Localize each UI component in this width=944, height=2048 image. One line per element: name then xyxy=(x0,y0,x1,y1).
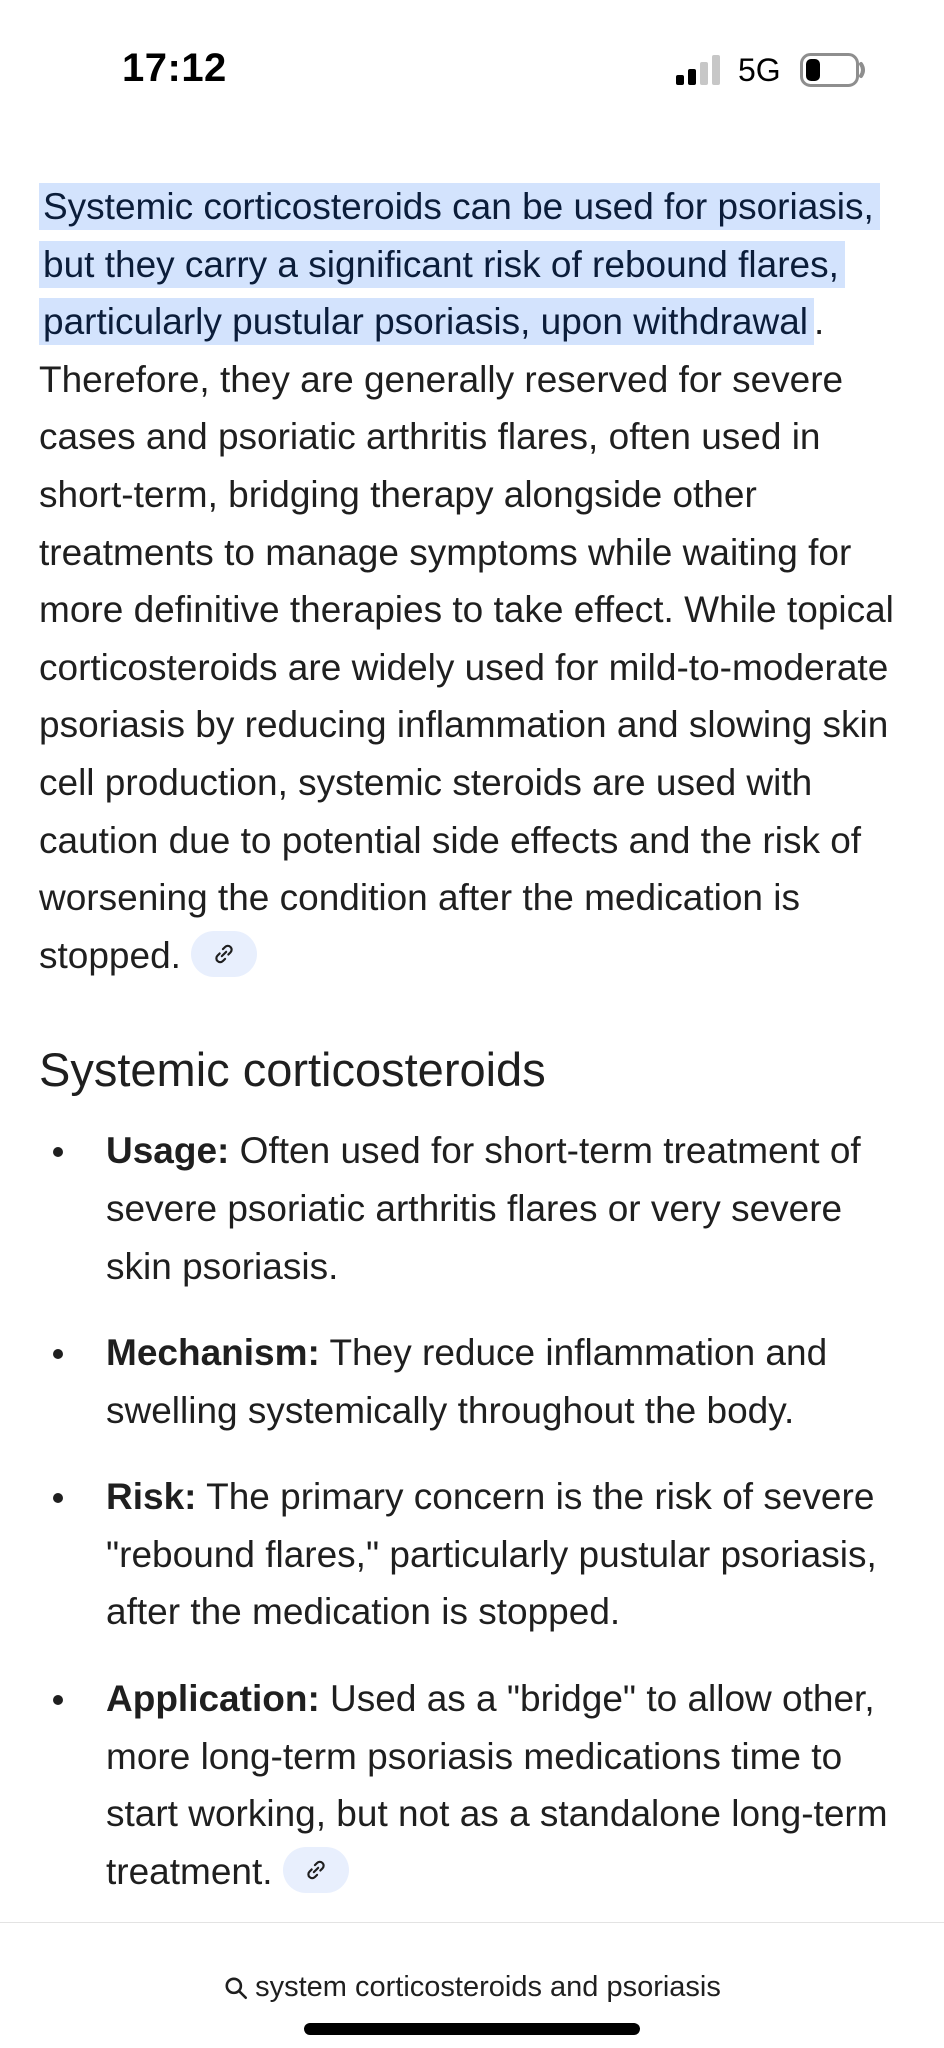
bullet-label: Usage: xyxy=(106,1130,230,1172)
link-icon xyxy=(211,941,237,967)
citation-link-button[interactable] xyxy=(191,931,257,977)
bullet-dot xyxy=(53,1147,63,1157)
bullet-label: Risk: xyxy=(106,1476,197,1518)
status-bar xyxy=(0,0,944,140)
bullet-text: Used as a "bridge" to allow other, more long-term psoriasis medications time to start working, but not as a standalone long-term treatment. xyxy=(106,1678,888,1892)
bullet-dot xyxy=(53,1349,63,1359)
answer-content xyxy=(39,178,909,1929)
search-query[interactable]: system corticosteroids and psoriasis xyxy=(255,1971,721,2003)
highlighted-answer[interactable]: Systemic corticosteroids can be used for psoriasis, but they carry a significant risk of rebound flares, particularly pustular psoriasis, upon withdrawal xyxy=(39,183,880,345)
search-icon xyxy=(223,1975,249,2001)
citation-link-button[interactable] xyxy=(283,1847,349,1893)
bullet-usage xyxy=(39,1122,909,1295)
bullet-text: Often used for short-term treatment of severe psoriatic arthritis flares or very severe skin psoriasis. xyxy=(106,1130,861,1287)
bullet-label: Application: xyxy=(106,1678,320,1720)
network-type: 5G xyxy=(738,52,781,88)
bullet-list xyxy=(39,1122,909,1900)
battery-low-icon xyxy=(800,53,866,87)
link-icon xyxy=(303,1857,329,1883)
answer-paragraph xyxy=(39,178,909,984)
bullet-text: The primary concern is the risk of severe "rebound flares," particularly pustular psoriasis, after the medication is stopped. xyxy=(106,1476,877,1633)
bottom-search-bar[interactable] xyxy=(0,1922,944,2048)
bullet-label: Mechanism: xyxy=(106,1332,320,1374)
bullet-application xyxy=(39,1670,909,1900)
cellular-signal-icon xyxy=(676,55,724,87)
answer-body-text: . Therefore, they are generally reserved for severe cases and psoriatic arthritis flares, often used in short-term, bridging therapy alongside other treatments to manage symptoms while waiting for more definitive therapies to take effect. While topical corticosteroids are widely used for mild-to-moderate psoriasis by reducing inflammation and slowing skin cell production, systemic steroids are used with caution due to potential side effects and the risk of worsening the condition after the medication is stopped. xyxy=(39,301,894,976)
bullet-dot xyxy=(53,1695,63,1705)
bullet-text: They reduce inflammation and swelling systemically throughout the body. xyxy=(106,1332,828,1431)
search-query-row[interactable] xyxy=(0,1971,944,2004)
home-indicator[interactable] xyxy=(304,2023,640,2035)
status-time: 17:12 xyxy=(122,46,227,90)
bullet-mechanism xyxy=(39,1324,909,1439)
section-heading: Systemic corticosteroids xyxy=(39,1043,546,1097)
bullet-risk xyxy=(39,1468,909,1641)
bullet-dot xyxy=(53,1493,63,1503)
